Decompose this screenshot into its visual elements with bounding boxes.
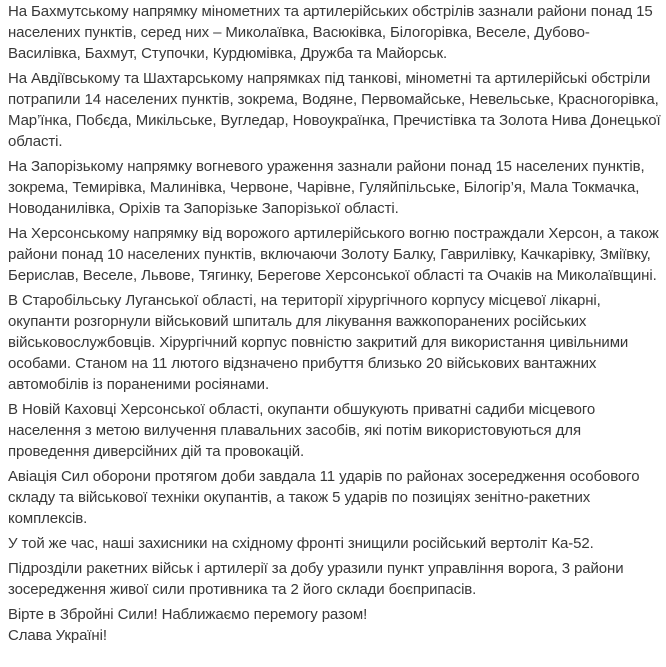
report-paragraph-starobilsk: В Старобільську Луганської області, на території хірургічного корпусу місцевої лікарні, окупанти розгорнули військовий шпиталь для лікування важкопоранених російських військовослужбовців. Хірургічний корпус повністю закритий для використання цивільними особами. Станом на 11 лютого відзначено прибуття близько 20 військових вантажних автомобілів із пораненими росіянами. [8,292,629,393]
report-paragraph-bakhmut: На Бахмутському напрямку мінометних та артилерійських обстрілів зазнали райони понад 15 населених пунктів, серед них – Миколаївка, Васюківка, Білогорівка, Веселе, Дубово-Василівка, Бахмут, Ступочки, Курдюмівка, Дружба та Майорськ. [8,3,653,62]
report-paragraph-kherson: На Херсонському напрямку від ворожого артилерійського вогню постраждали Херсон, а також райони понад 10 населених пунктів, включаючи Золоту Балку, Гаврилівку, Качкарівку, Зміївку, Берислав, Веселе, Львове, Тягинку, Берегове Херсонської області та Очаків на Миколаївщині. [8,225,659,284]
report-paragraph-aviation: Авіація Сил оборони протягом доби завдала 11 ударів по районах зосередження особового складу та військової техніки окупантів, а також 5 ударів по позиціях зенітно-ракетних комплексів. [8,468,640,527]
closing-line-glory: Слава Україні! [8,627,107,644]
report-paragraph-avdiivka-shakhtarsk: На Авдіївському та Шахтарському напрямках під танкові, мінометні та артилерійські обстріли потрапили 14 населених пунктів, зокрема, Водяне, Первомайське, Невельське, Красногорівка, Мар’їнка, Побєда, Микільське, Вугледар, Новоукраїнка, Пречистівка та Золота Нива Донецької області. [8,70,661,150]
report-paragraph-nova-kakhovka: В Новій Каховці Херсонської області, окупанти обшукують приватні садиби місцевого населення з метою вилучення плавальних засобів, які потім використовуються для проведення диверсійних дій та провокацій. [8,401,596,460]
report-paragraph-helicopter: У той же час, наші захисники на східному фронті знищили російський вертоліт Ка-52. [8,535,594,552]
closing-line-believe: Вірте в Збройні Сили! Наближаємо перемогу разом! [8,606,368,623]
report-paragraph-zaporizhzhia: На Запорізькому напрямку вогневого ураження зазнали райони понад 15 населених пунктів, зокрема, Темирівка, Малинівка, Червоне, Чарівне, Гуляйпільське, Білогір’я, Мала Токмачка, Новоданилівка, Оріхів та Запорізьке Запорізької області. [8,158,645,217]
report-paragraph-missile-artillery: Підрозділи ракетних військ і артилерії за добу уразили пункт управління ворога, 3 райони зосередження живої сили противника та 2 його склади боєприпасів. [8,560,624,598]
report-closing [8,604,661,646]
